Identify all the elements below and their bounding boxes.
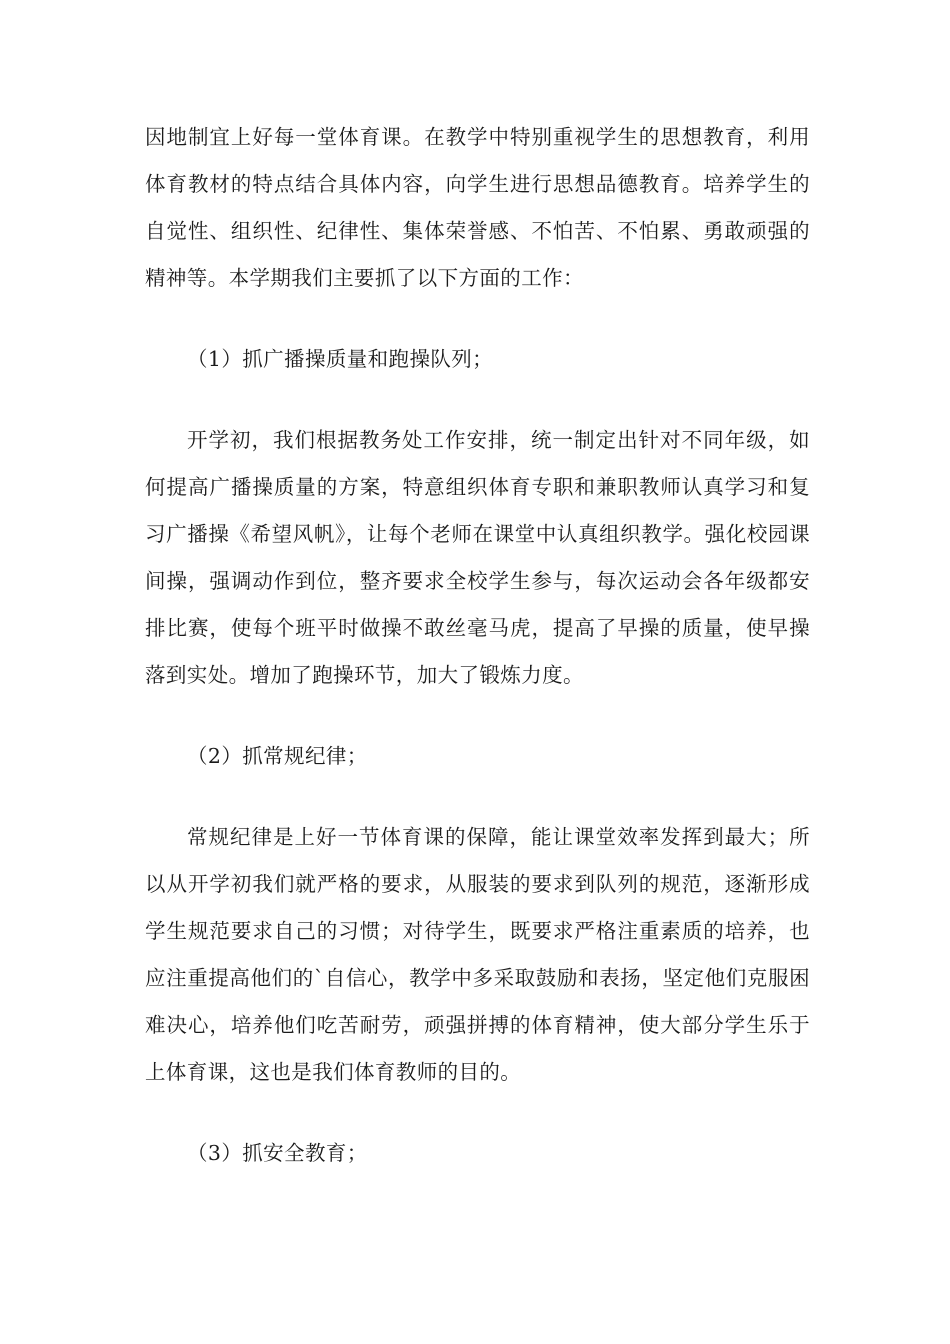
- section-heading-1: （1）抓广播操质量和跑操队列；: [187, 347, 494, 371]
- section-heading-3: （3）抓安全教育；: [187, 1141, 368, 1165]
- section-paragraph-1: 开学初，我们根据教务处工作安排，统一制定出针对不同年级，如何提高广播操质量的方案，特意组织体育专职和兼职教师认真学习和复习广播操《希望风帆》，让每个老师在课堂中认真组织教学。强化校园课间操，强调动作到位，整齐要求全校学生参与，每次运动会各年级都安排比赛，使每个班平时做操不敢丝毫马虎，提高了早操的质量，使早操落到实处。增加了跑操环节，加大了锻炼力度。: [145, 428, 810, 687]
- section-heading-2: （2）抓常规纪律；: [187, 744, 368, 768]
- intro-paragraph: 因地制宜上好每一堂体育课。在教学中特别重视学生的思想教育，利用体育教材的特点结合具体内容，向学生进行思想品德教育。培养学生的自觉性、组织性、纪律性、集体荣誉感、不怕苦、不怕累、勇敢顽强的精神等。本学期我们主要抓了以下方面的工作：: [145, 125, 810, 290]
- section-paragraph-2: 常规纪律是上好一节体育课的保障，能让课堂效率发挥到最大；所以从开学初我们就严格的要求，从服装的要求到队列的规范，逐渐形成学生规范要求自己的习惯；对待学生，既要求严格注重素质的培养，也应注重提高他们的`自信心，教学中多采取鼓励和表扬，坚定他们克服困难决心，培养他们吃苦耐劳，顽强拼搏的体育精神，使大部分学生乐于上体育课，这也是我们体育教师的目的。: [145, 825, 810, 1084]
- document-body: [145, 114, 810, 1177]
